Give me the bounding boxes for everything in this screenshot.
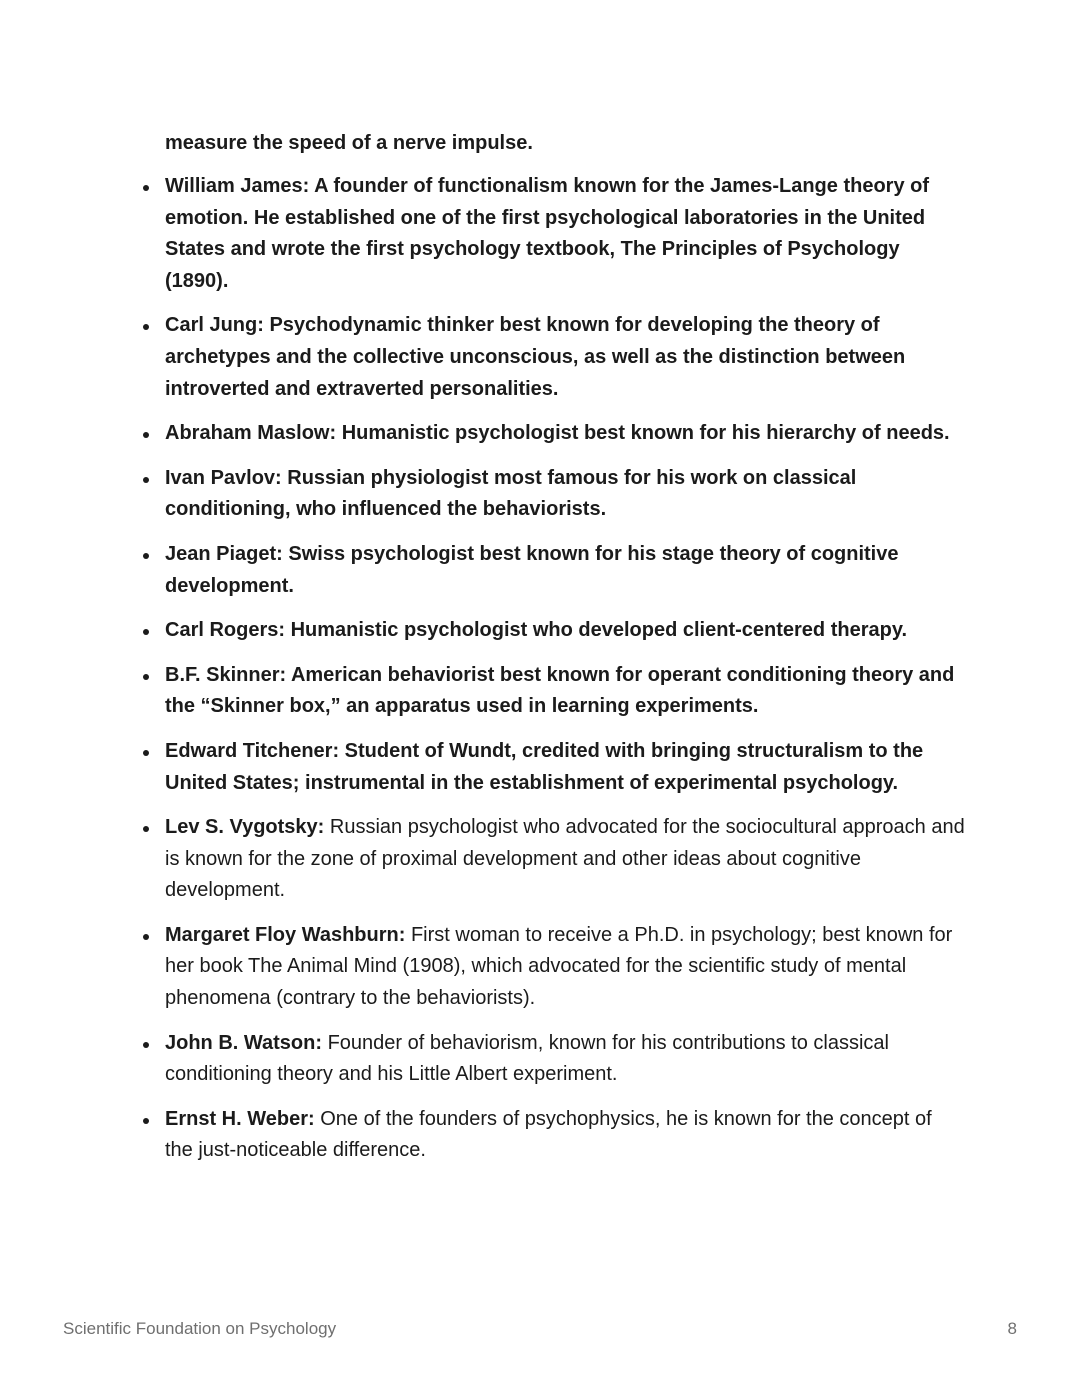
entry-text: Carl Jung: Psychodynamic thinker best known for developing the theory of archetypes and the collective unconscious, as well as the distinction between introverted and extraverted personalities. [165,314,906,400]
entry-text: Edward Titchener: Student of Wundt, credited with bringing structuralism to the United States; instrumental in the establishment of experimental psychology. [165,739,924,794]
bullet-icon [143,1118,149,1124]
list-item [165,1104,965,1167]
psychologist-list [165,171,965,1180]
continuation-text: measure the speed of a nerve impulse. [165,132,533,154]
bullet-icon [143,185,149,191]
bullet-icon [143,826,149,832]
entry-text: Jean Piaget: Swiss psychologist best known for his stage theory of cognitive development. [165,542,899,597]
entry-description: First woman to receive a Ph.D. in psychology; best known for her book The Animal Mind (1908), which advocated for the scientific study of mental phenomena (contrary to the behaviorists). [165,923,953,1010]
list-item [165,539,965,602]
entry-text: Abraham Maslow: Humanistic psychologist best known for his hierarchy of needs. [165,422,950,445]
list-item [165,418,965,450]
footer-title: Scientific Foundation on Psychology [63,1319,337,1338]
list-item [165,171,965,297]
entry-description: Russian psychologist who advocated for the sociocultural approach and is known for the zone of proximal development and other ideas about cognitive development. [165,816,965,902]
list-item [165,1028,965,1091]
list-item [165,463,965,526]
list-item [165,310,965,405]
entry-text: William James: A founder of functionalism known for the James-Lange theory of emotion. He established one of the first psychological laboratories in the United States and wrote the first psychology textbook, The Principles of Psychology (1890). [165,175,929,292]
bullet-icon [143,629,149,635]
list-item [165,812,965,907]
bullet-icon [143,750,149,756]
bullet-icon [143,432,149,438]
entry-description: Founder of behaviorism, known for his contributions to classical conditioning theory and his Little Albert experiment. [165,1031,889,1086]
bullet-icon [143,674,149,680]
bullet-icon [143,1042,149,1048]
entry-name: Margaret Floy Washburn: [165,923,406,946]
entry-text: B.F. Skinner: American behaviorist best known for operant conditioning theory and the “Skinner box,” an apparatus used in learning experiments. [165,663,955,718]
entry-text: Carl Rogers: Humanistic psychologist who developed client-centered therapy. [165,619,908,642]
page-number: 8 [1007,1319,1017,1338]
bullet-icon [143,324,149,330]
list-item [165,736,965,799]
list-item [165,920,965,1015]
bullet-icon [143,934,149,940]
entry-name: Lev S. Vygotsky: [165,816,325,839]
entry-description: One of the founders of psychophysics, he is known for the concept of the just-noticeable difference. [165,1107,932,1162]
entry-name: John B. Watson: [165,1031,323,1054]
bullet-icon [143,477,149,483]
entry-name: Ernst H. Weber: [165,1107,315,1130]
entry-text: Ivan Pavlov: Russian physiologist most famous for his work on classical conditioning, who influenced the behaviorists. [165,466,857,521]
bullet-icon [143,553,149,559]
list-item [165,615,965,647]
list-item [165,660,965,723]
